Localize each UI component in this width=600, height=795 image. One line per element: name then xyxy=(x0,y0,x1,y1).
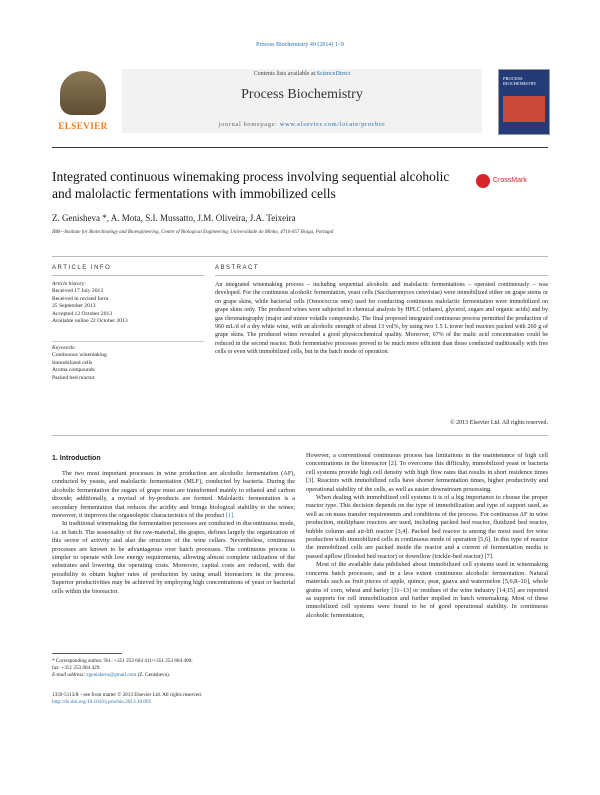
footnote-divider xyxy=(52,653,122,654)
history-item: Accepted 12 October 2013 xyxy=(52,310,113,317)
homepage-link[interactable]: www.elsevier.com/locate/procbio xyxy=(279,121,386,128)
contents-line: Contents lists available at ScienceDirect xyxy=(253,71,351,77)
history-item: Available online 22 October 2013 xyxy=(52,318,128,325)
divider xyxy=(52,147,548,148)
cover-title: PROCESS BIOCHEMISTRY xyxy=(503,76,537,87)
journal-cover-thumbnail[interactable] xyxy=(498,69,550,135)
paragraph: The two most important processes in wine production are alcoholic fermentation (AF), conducted by yeasts, and malolactic fermentation (MLF), conducted by bacteria. During the alcoholic fermentation the sugars of grape must are transformed mainly to ethanol and carbon dioxide; additionally, a myriad of by-products are formed. Malolactic fermentation is a secondary fermentation that reduces the acidity and brings biological stability to the wines; moreover, it improves the organoleptic characteristics of the product [1]. xyxy=(52,470,295,520)
crossmark-label: CrossMark xyxy=(493,177,527,184)
paragraph: However, a conventional continuous process has limitations in the maintenance of high cell concentrations in the bioreactor [2]. To overcome this difficulty, immobilized yeast or bacteria cell systems provide high cell density with high flow rates that results in short residence times [3]. Reactors with immobilized cells have shorter fermentation times, higher productivity and operational stability of the cells, as well as easier downstream processing. xyxy=(306,452,548,493)
keyword-item: Packed bed reactor xyxy=(52,374,95,381)
history-label: Article history: xyxy=(52,281,87,287)
article-info-header: ARTICLE INFO xyxy=(52,265,112,271)
paragraph: When dealing with immobilized cell systems it is of a big importance to choose the proper reactor type. This decision depends on the type of immobilization and type of support used, as well as on mass transfer requirements and conditions of the process. For continuous AF in wine production, multiphase reactors are used, including packed bed reactor, fluidized bed reactor, bubble column and air-lift reactor [3,4]. Packed bed reactor is among the most used for wine production with immobilized cells in continuous mode of operation [5,6]. In this type of reactor the immobilized cells are packed inside the reactor and a current of fermentation media is passed upflow (flooded bed reactor) or downflow (trickle-bed reactor) [7]. xyxy=(306,494,548,560)
abstract-header: ABSTRACT xyxy=(215,265,260,271)
divider xyxy=(52,341,204,342)
left-column xyxy=(52,470,295,596)
article-history xyxy=(52,281,204,325)
keyword-item: Immobilized cells xyxy=(52,359,93,366)
email-link[interactable]: zgenisheva@gmail.com xyxy=(86,672,137,678)
divider xyxy=(52,275,204,276)
sciencedirect-link[interactable]: ScienceDirect xyxy=(316,71,351,77)
divider xyxy=(52,435,548,436)
history-item: Received in revised form xyxy=(52,295,109,302)
divider xyxy=(52,256,548,257)
crossmark-icon xyxy=(476,174,490,188)
divider xyxy=(215,275,548,276)
masthead xyxy=(52,69,548,139)
paragraph: In traditional winemaking the fermentation processes are conducted in discontinuous mode, i.e. in batch. The seasonality of the raw-material, the grapes, defines largely the organization of this sector of activity and also the structure of the wine cellars. Nevertheless, continuous processes are known to be advantageous over batch processes. The continuous process is simpler to operate with low energy requirements, allowing almost complete utilization of the substrates and lowering the operating costs. Moreover, capital costs are reduced, with the possibility to obtain higher rates of production by using small bioreactors in the process. Superior productivities may be achieved by employing high concentrations of yeast or bacterial cells within the bioreactor. xyxy=(52,520,295,595)
keywords xyxy=(52,345,204,382)
keyword-item: Continuous winemaking xyxy=(52,352,107,359)
publisher-name: ELSEVIER xyxy=(58,121,108,131)
paragraph: Most of the available data published about immobilized cell systems used in winemaking concerns batch processes, and in a less extent continuous alcoholic fermentation. Natural materials such as fruit pieces of apple, quince, pear, guava and watermelon [5,6,8–10], whole grains of corn, wheat and barley [11–13] or residues of the wine industry [14,15] are reported as supports for cell immobilization and further implied in batch winemaking. Most of these immobilized cell systems were found to be of good operational stability. In continuous alcoholic fermentation, xyxy=(306,561,548,619)
history-item: 25 September 2013 xyxy=(52,303,96,310)
history-item: Received 17 July 2013 xyxy=(52,288,104,295)
crossmark-badge[interactable] xyxy=(476,174,548,190)
journal-banner xyxy=(122,69,482,133)
cover-image xyxy=(503,96,545,122)
right-column xyxy=(306,452,548,620)
elsevier-tree-icon xyxy=(60,71,106,115)
journal-homepage: journal homepage: www.elsevier.com/locate/procbio xyxy=(218,121,386,128)
journal-reference[interactable]: Process Biochemistry 49 (2014) 1–9 xyxy=(256,42,344,48)
author-list[interactable]: Z. Genisheva *, A. Mota, S.I. Mussatto, J.M. Oliveira, J.A. Teixeira xyxy=(52,213,296,223)
issn-doi xyxy=(52,692,295,706)
citation-link[interactable]: [1]. xyxy=(225,512,235,520)
keywords-label: Keywords: xyxy=(52,345,77,351)
journal-title: Process Biochemistry xyxy=(241,87,363,102)
issn-line: 1359-5113/$ – see front matter © 2013 Elsevier Ltd. All rights reserved. xyxy=(52,692,202,698)
copyright: © 2013 Elsevier Ltd. All rights reserved. xyxy=(450,420,548,426)
keyword-item: Aroma compounds xyxy=(52,367,95,374)
doi-link[interactable]: http://dx.doi.org/10.1016/j.procbio.2013.10.005 xyxy=(52,699,152,705)
elsevier-logo[interactable] xyxy=(52,69,114,133)
corresponding-author-footnote: * Corresponding author. Tel.: +351 253 604 411/+351 253 604 400; fax: +351 253 604 429. E-mail address: zgenisheva@gmail.com (Z. Genisheva). xyxy=(52,658,193,678)
section-heading: 1. Introduction xyxy=(52,455,101,462)
affiliation: IBB—Institute for Biotechnology and Bioengineering, Centre of Biological Engineering, Universidade do Minho, 4710-057 Braga, Portugal xyxy=(52,230,334,235)
article-title: Integrated continuous winemaking process involving sequential alcoholic and malolactic fermentations with immobilized cells xyxy=(52,169,450,201)
abstract-text: An integrated winemaking process – including sequential alcoholic and malolactic fermentations – operated continuously – was developed. For the continuous alcoholic fermentation, yeast cells (Saccharomyces cerevisiae) were immobilized either on grape stems or on grape skins, while bacterial cells (Oenococcus oeni) used for conducting continuous malolactic fermentation were immobilized on grape skins only. The produced wines were subjected to chemical analysis by HPLC (ethanol, glycerol, sugars and organic acids) and by gas chromatography (major and minor volatile compounds). The final proposed integrated continuous process permitted the production of 960 mL/d of a dry white wine, with an alcoholic strength of about 13 vol%, by using two 1.5 L tower bed reactors packed with 260 g of grape skins. The produced wines revealed a good physicochemical quality. Moreover, 67% of the malic acid concentration could be reduced in the second reactor. Both fermentative processes proved to be much more efficient than those conducted traditionally with free cells or even with immobilized cells, but in the batch mode of operation. xyxy=(215,282,548,356)
